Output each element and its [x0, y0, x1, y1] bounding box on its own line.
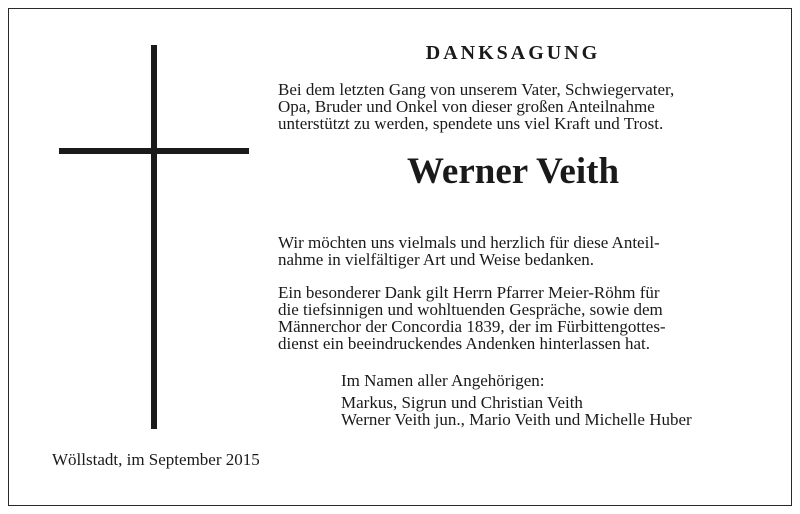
special-thanks-line: dienst ein beeindruckendes Andenken hinterlassen hat.: [278, 334, 650, 353]
thanks-line: nahme in vielfältiger Art und Weise bedanken.: [278, 250, 595, 269]
signature-block: [341, 372, 692, 428]
signature-names-line: Markus, Sigrun und Christian Veith: [341, 393, 583, 412]
special-thanks-paragraph: [278, 284, 758, 352]
cross-horizontal-beam: [59, 148, 249, 154]
notice-heading: DANKSAGUNG: [425, 42, 601, 64]
special-thanks-line: die tiefsinnigen und wohltuenden Gespräche, sowie dem: [278, 300, 663, 319]
place-date: Wöllstadt, im September 2015: [52, 450, 260, 469]
deceased-name: Werner Veith: [406, 151, 620, 192]
intro-line: Bei dem letzten Gang von unserem Vater, Schwiegervater,: [278, 80, 675, 99]
special-thanks-line: Ein besonderer Dank gilt Herrn Pfarrer Meier-Röhm für: [278, 283, 660, 302]
cross-vertical-beam: [151, 45, 157, 429]
signature-names-line: Werner Veith jun., Mario Veith und Michelle Huber: [341, 410, 692, 429]
signature-intro: Im Namen aller Angehörigen:: [341, 371, 545, 390]
thanks-line: Wir möchten uns vielmals und herzlich für diese Anteil-: [278, 233, 660, 252]
special-thanks-line: Männerchor der Concordia 1839, der im Fürbittengottes-: [278, 317, 666, 336]
intro-line: unterstützt zu werden, spendete uns viel Kraft und Trost.: [278, 114, 664, 133]
intro-line: Opa, Bruder und Onkel von dieser großen Anteilnahme: [278, 97, 655, 116]
thanks-paragraph: [278, 234, 758, 268]
intro-paragraph: [278, 81, 758, 132]
